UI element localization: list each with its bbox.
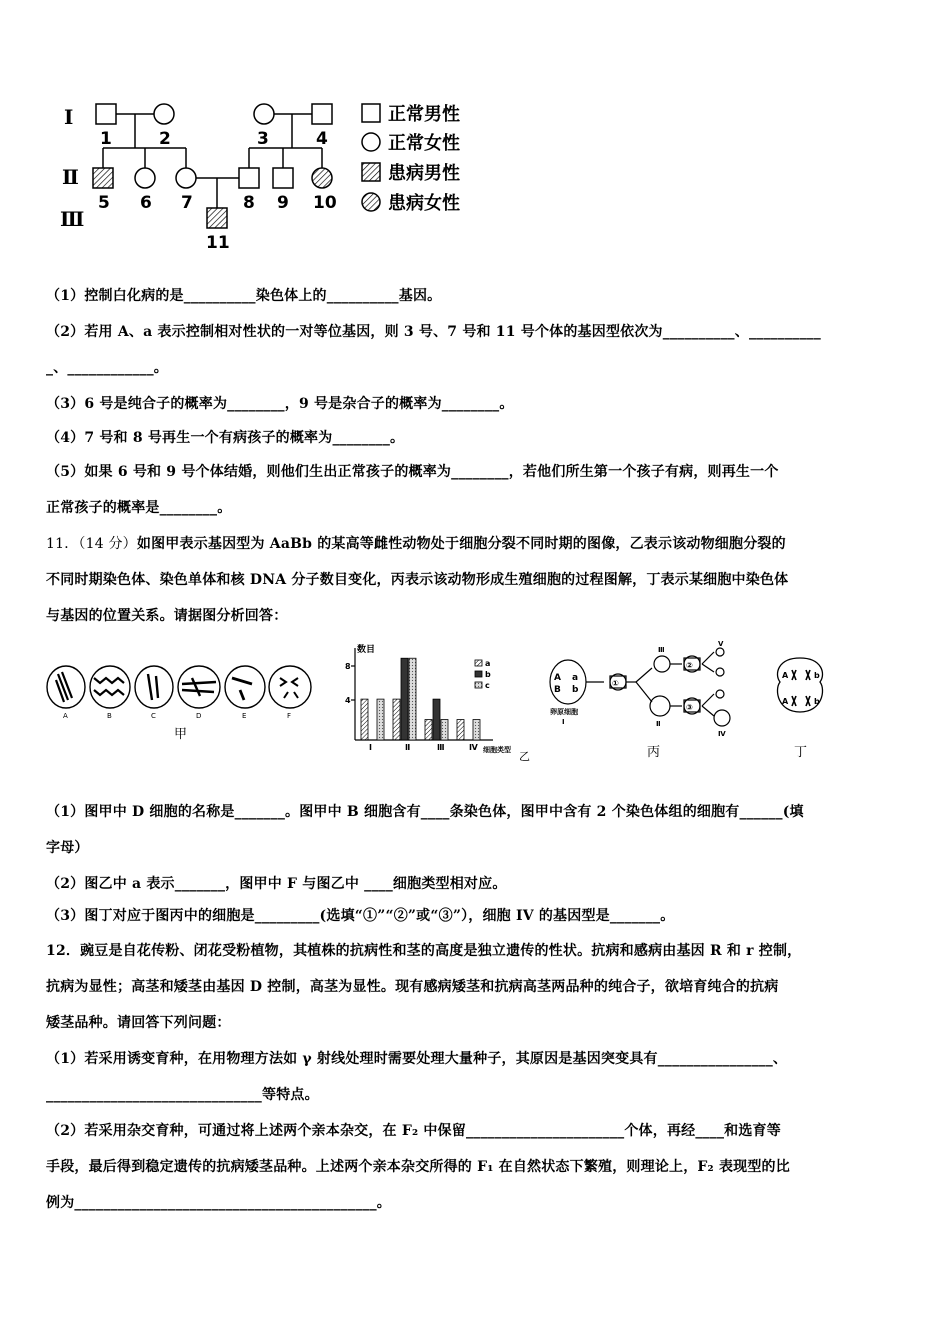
cell-D	[178, 666, 220, 708]
roman-label: Ⅲ	[658, 646, 665, 654]
oogonium-label: 卵原细胞	[550, 708, 578, 716]
roman-label: Ⅴ	[718, 640, 724, 648]
bar-a-2	[425, 720, 432, 740]
gene-label: A	[782, 671, 789, 680]
individual-2	[154, 104, 174, 124]
q11-sub1b: 字母）	[46, 840, 89, 856]
q10-line5: （4）7 号和 8 号再生一个有病孩子的概率为________。	[46, 430, 405, 446]
legend-label: 患病女性	[388, 193, 460, 214]
individual-11	[207, 208, 227, 228]
cell-label: E	[242, 712, 247, 720]
bar-b-1	[401, 658, 408, 740]
step-label: ③	[686, 703, 693, 712]
individual-label: 8	[243, 193, 255, 213]
cell-label: F	[287, 712, 292, 720]
step-label: ②	[686, 661, 693, 670]
individual-9	[273, 168, 293, 188]
figure-yi-caption: 乙	[519, 750, 530, 763]
cell-E	[225, 666, 265, 708]
x-tick-label: Ⅱ	[405, 743, 411, 752]
bar-a-1	[393, 699, 400, 740]
x-tick-label: Ⅳ	[469, 743, 478, 752]
figure-bing-caption: 丙	[647, 745, 661, 760]
legend-label: 患病男性	[388, 163, 460, 184]
q10-line3: _、____________。	[46, 360, 168, 376]
gene-label: a	[572, 673, 579, 683]
bar-c-0	[377, 699, 384, 740]
individual-label: 7	[181, 193, 193, 213]
figure-yi	[333, 640, 533, 765]
q10-line4: （3）6 号是纯合子的概率为________，9 号是杂合子的概率为________。	[46, 396, 514, 412]
bar-b-2	[433, 699, 440, 740]
gene-label: A	[782, 697, 789, 706]
legend-affected-male-icon	[362, 163, 380, 181]
q12-line2: 抗病为显性；高茎和矮茎由基因 D 控制，高茎为显性。现有感病矮茎和抗病高茎两品种的纯合子，欲培育纯合的抗病	[46, 979, 779, 995]
individual-6	[135, 168, 155, 188]
bar-c-1	[409, 658, 416, 740]
gene-label: b	[814, 671, 820, 680]
legend-b-swatch	[475, 671, 482, 677]
individual-label: 1	[100, 129, 112, 149]
individual-10	[312, 168, 332, 188]
figure-ding-svg	[770, 640, 832, 765]
q12-line1: 12．豌豆是自花传粉、闭花受粉植物，其植株的抗病性和茎的高度是独立遗传的性状。抗病和感病由基因 R 和 r 控制，	[46, 943, 802, 959]
figure-jia	[44, 660, 314, 745]
q10-line6: （5）如果 6 号和 9 号个体结婚，则他们生出正常孩子的概率为________，若他们所生第一个孩子有病，则再生一个	[46, 464, 779, 480]
q11-line2: 不同时期染色体、染色单体和核 DNA 分子数目变化，丙表示该动物形成生殖细胞的过程图解，丁表示某细胞中染色体	[46, 572, 789, 588]
q11-sub3: （3）图丁对应于图丙中的细胞是_________(选填“①”“②”或“③”），细胞 IV 的基因型是_______。	[46, 908, 675, 924]
gen-label: Ⅱ	[62, 165, 79, 189]
y-tick-label: 4	[345, 696, 351, 705]
cell-A	[47, 666, 85, 708]
cell-IV	[714, 710, 730, 726]
gene-label: b	[572, 685, 579, 695]
y-tick-label: 8	[345, 662, 351, 671]
cell-B	[90, 666, 130, 708]
q11-number: 11．（14 分）	[46, 536, 137, 552]
roman-label: Ⅰ	[562, 718, 565, 726]
q12-line8: 例为__________________________________________。	[46, 1195, 391, 1211]
y-axis-label: 数目	[357, 645, 376, 655]
cell-V	[716, 648, 724, 656]
x-tick-label: Ⅰ	[369, 743, 372, 752]
cell-label: B	[107, 712, 112, 720]
roman-label: Ⅱ	[656, 720, 661, 728]
cell-II	[650, 696, 670, 716]
q10-line2: （2）若用 A、a 表示控制相对性状的一对等位基因，则 3 号、7 号和 11 号个体的基因型依次为__________、__________	[46, 324, 821, 340]
individual-4	[312, 104, 332, 124]
legend-affected-female-icon	[362, 193, 380, 211]
figure-bing-svg	[542, 640, 760, 765]
x-tick-label: Ⅲ	[437, 743, 445, 752]
figure-yi-chart	[333, 640, 533, 765]
bar-a-3	[457, 720, 464, 740]
q11-text: 如图甲表示基因型为 AaBb 的某高等雌性动物处于细胞分裂不同时期的图像，乙表示该动物细胞分裂的	[136, 536, 786, 552]
legend-normal-female-icon	[362, 133, 380, 151]
legend-label: 正常男性	[388, 104, 460, 125]
cell-F	[269, 666, 311, 708]
cell-III	[654, 656, 670, 672]
individual-3	[254, 104, 274, 124]
figure-jia-caption: 甲	[174, 727, 188, 742]
figure-ding-caption: 丁	[794, 745, 808, 760]
q12-line4: （1）若采用诱变育种，在用物理方法如 γ 射线处理时需要处理大量种子，其原因是基因突变具有________________、	[46, 1051, 788, 1067]
individual-5	[93, 168, 113, 188]
gen-label: Ⅰ	[64, 105, 74, 129]
gene-label: b	[814, 697, 820, 706]
q11-line3: 与基因的位置关系。请据图分析回答：	[46, 608, 288, 624]
q12-line6: （2）若采用杂交育种，可通过将上述两个亲本杂交，在 F₂ 中保留______________________个体，再经____和选育等	[46, 1123, 781, 1139]
pedigree-svg	[56, 92, 476, 252]
individual-label: 11	[206, 233, 230, 252]
q11-sub2: （2）图乙中 a 表示_______，图甲中 F 与图乙中 ____细胞类型相对应。	[46, 876, 507, 892]
figure-jia-svg	[44, 660, 314, 745]
gene-label: A	[554, 673, 561, 683]
q12-line7: 手段，最后得到稳定遗传的抗病矮茎品种。上述两个亲本杂交所得的 F₁ 在自然状态下繁殖，则理论上，F₂ 表现型的比	[46, 1159, 790, 1175]
bar-a-0	[361, 699, 368, 740]
legend-label: b	[485, 670, 491, 679]
bar-c-2	[441, 720, 448, 740]
gene-label: B	[554, 685, 561, 695]
legend-label: c	[485, 681, 490, 690]
q11-sub1a: （1）图甲中 D 细胞的名称是_______。图甲中 B 细胞含有____条染色体，图甲中含有 2 个染色体组的细胞有______(填	[46, 804, 804, 820]
individual-label: 3	[257, 129, 269, 149]
individual-8	[239, 168, 259, 188]
bar-c-3	[473, 720, 480, 740]
legend-normal-male-icon	[362, 104, 380, 122]
individual-label: 10	[313, 193, 337, 213]
individual-label: 5	[98, 193, 110, 213]
q11-line1	[46, 533, 786, 553]
q10-line1: （1）控制白化病的是__________染色体上的__________基因。	[46, 288, 442, 304]
legend-label: 正常女性	[388, 133, 460, 154]
individual-7	[176, 168, 196, 188]
individual-label: 2	[159, 129, 171, 149]
q12-line5: ______________________________等特点。	[46, 1087, 319, 1103]
cell-label: C	[151, 712, 156, 720]
legend-label: a	[485, 659, 491, 668]
pedigree-figure	[56, 92, 476, 252]
figure-ding	[770, 640, 832, 765]
figure-bing	[542, 640, 760, 765]
individual-label: 4	[316, 129, 328, 149]
legend-c-swatch	[475, 682, 482, 688]
legend-a-swatch	[475, 660, 482, 666]
gen-label: Ⅲ	[60, 207, 85, 231]
cell-C	[135, 666, 173, 708]
individual-label: 9	[277, 193, 289, 213]
roman-label: Ⅳ	[718, 730, 726, 738]
cell-label: A	[63, 712, 68, 720]
individual-1	[96, 104, 116, 124]
step-label: ①	[612, 679, 619, 688]
cell-label: D	[196, 712, 202, 720]
q10-line7: 正常孩子的概率是________。	[46, 500, 232, 516]
x-axis-label: 细胞类型	[483, 746, 511, 754]
individual-label: 6	[140, 193, 152, 213]
q12-line3: 矮茎品种。请回答下列问题：	[46, 1015, 231, 1031]
